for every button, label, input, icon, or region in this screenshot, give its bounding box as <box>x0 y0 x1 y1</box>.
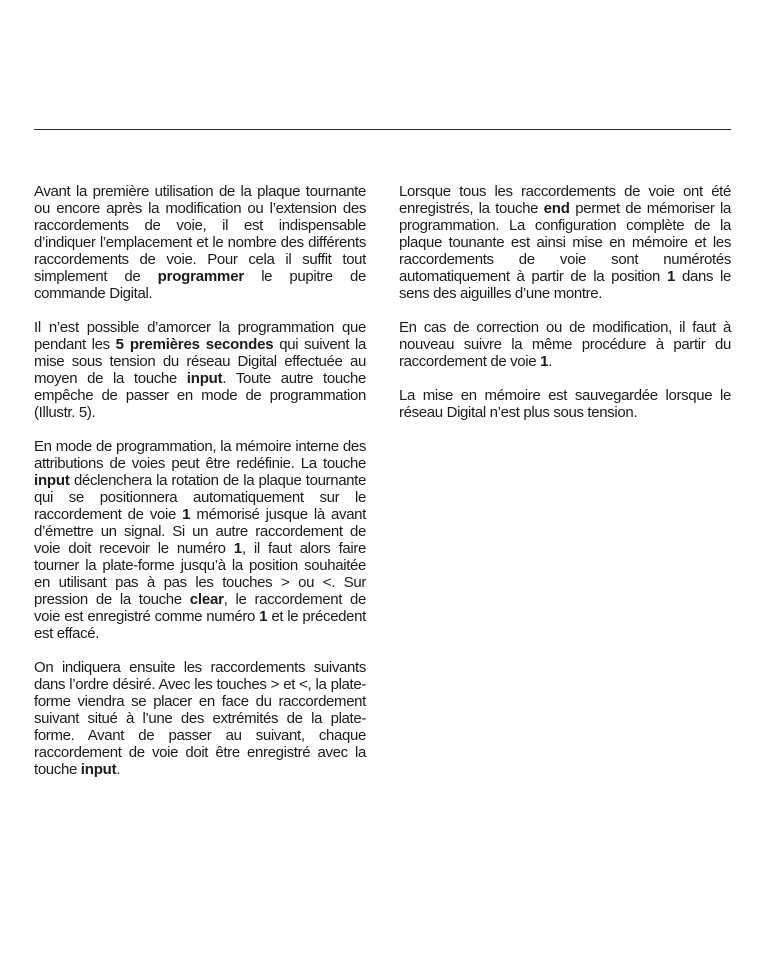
paragraph-programming-mode: En mode de programmation, la mémoire interne des attributions de voies peut être redéfinie. La touche input déclenchera la rotation de la plaque tournante qui se positionnera automatiquement sur le raccordement de voie 1 mémorisé jusque là avant d’émettre un signal. Si un autre raccordement de voie doit recevoir le numéro 1, il faut alors faire tourner la plate-forme jusqu’à la position souhaitée en utilisant pas à pas les touches > ou <. Sur pression de la touche clear, le raccordement de voie est enregistré comme numéro 1 et le précedent est effacé. <box>34 438 366 642</box>
paragraph-start-programming: Il n’est possible d’amorcer la programmation que pendant les 5 premières secondes qui suivent la mise sous tension du réseau Digital effectuée au moyen de la touche input. Toute autre touche empêche de passer en mode de programmation (Illustr. 5). <box>34 319 366 421</box>
text-column-left <box>34 183 366 795</box>
paragraph-next-connections: On indiquera ensuite les raccordements suivants dans l’ordre désiré. Avec les touches > et <, la plate-forme viendra se placer en face du raccordement suivant situé à l’une des extrémités de la plate-forme. Avant de passer au suivant, chaque raccordement de voie doit être enregistré avec la touche input. <box>34 659 366 778</box>
paragraph-memory-retention: La mise en mémoire est sauvegardée lorsque le réseau Digital n’est plus sous tension. <box>399 387 731 421</box>
text-column-right <box>399 183 731 438</box>
header-rule <box>34 129 731 130</box>
paragraph-correction: En cas de correction ou de modification, il faut à nouveau suivre la même procédure à partir du raccordement de voie 1. <box>399 319 731 370</box>
paragraph-save-programming: Lorsque tous les raccordements de voie ont été enregistrés, la touche end permet de mémoriser la programmation. La configuration complète de la plaque tounante est ainsi mise en mémoire et les raccordements de voie sont numérotés automatiquement à partir de la position 1 dans le sens des aiguilles d’une montre. <box>399 183 731 302</box>
paragraph-programming-intro: Avant la première utilisation de la plaque tournante ou encore après la modification ou l’extension des raccordements de voie, il est indispensable d’indiquer l’emplacement et le nombre des différents raccordements de voie. Pour cela il suffit tout simplement de programmer le pupitre de commande Digital. <box>34 183 367 302</box>
